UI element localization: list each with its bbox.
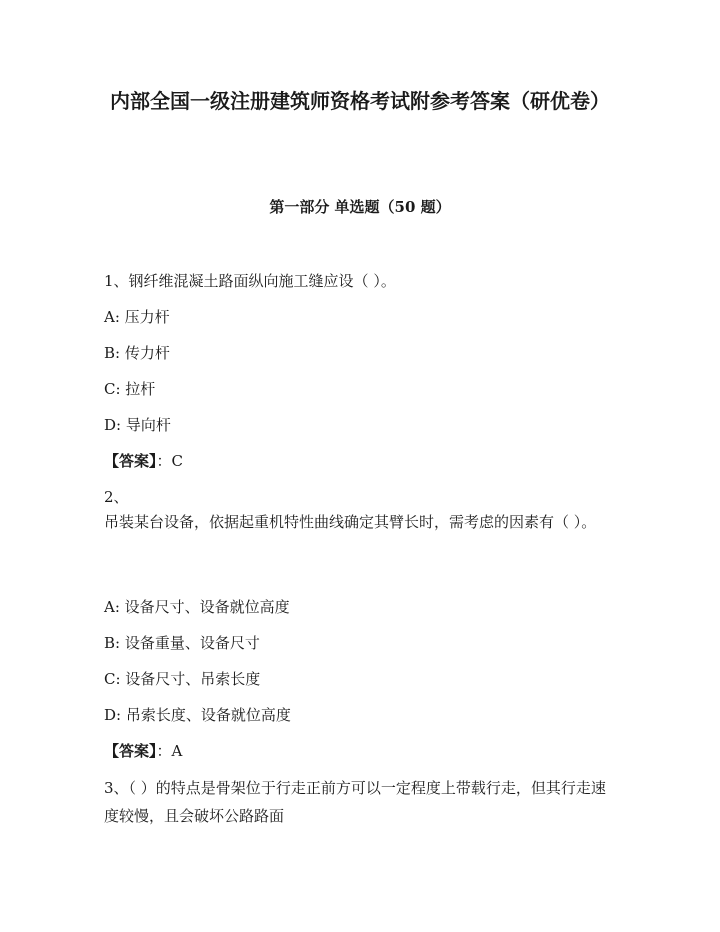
answer-label: 【答案】: [104, 742, 157, 760]
answer-label: 【答案】: [104, 452, 157, 470]
section-heading: 第一部分 单选题（50 题）: [269, 198, 451, 216]
question-2-option-b: B: 设备重量、设备尺寸: [104, 634, 260, 652]
answer-value: ：C: [156, 452, 183, 470]
answer-value: ：A: [156, 742, 183, 760]
question-2-number: 2、: [104, 488, 129, 506]
question-1-option-b: B: 传力杆: [104, 344, 170, 362]
question-1-option-c: C: 拉杆: [104, 380, 156, 398]
question-2-option-c: C: 设备尺寸、吊索长度: [104, 670, 261, 688]
question-2-option-d: D: 吊索长度、设备就位高度: [104, 706, 291, 724]
question-2-answer: [104, 740, 182, 762]
question-1-option-a: A: 压力杆: [104, 308, 170, 326]
question-2-option-a: A: 设备尺寸、设备就位高度: [104, 598, 290, 616]
question-2-stem: 吊装某台设备，依据起重机特性曲线确定其臂长时，需考虑的因素有（ ）。: [104, 513, 597, 531]
question-1-option-d: D: 导向杆: [104, 416, 171, 434]
question-1-stem: 1、钢纤维混凝土路面纵向施工缝应设（ ）。: [104, 272, 396, 290]
question-1-answer: [104, 450, 183, 472]
document-title: 内部全国一级注册建筑师资格考试附参考答案（研优卷）: [110, 89, 610, 113]
question-3-stem: 3、（ ）的特点是骨架位于行走正前方可以一定程度上带载行走，但其行走速度较慢，且会破坏公路路面: [104, 779, 606, 825]
